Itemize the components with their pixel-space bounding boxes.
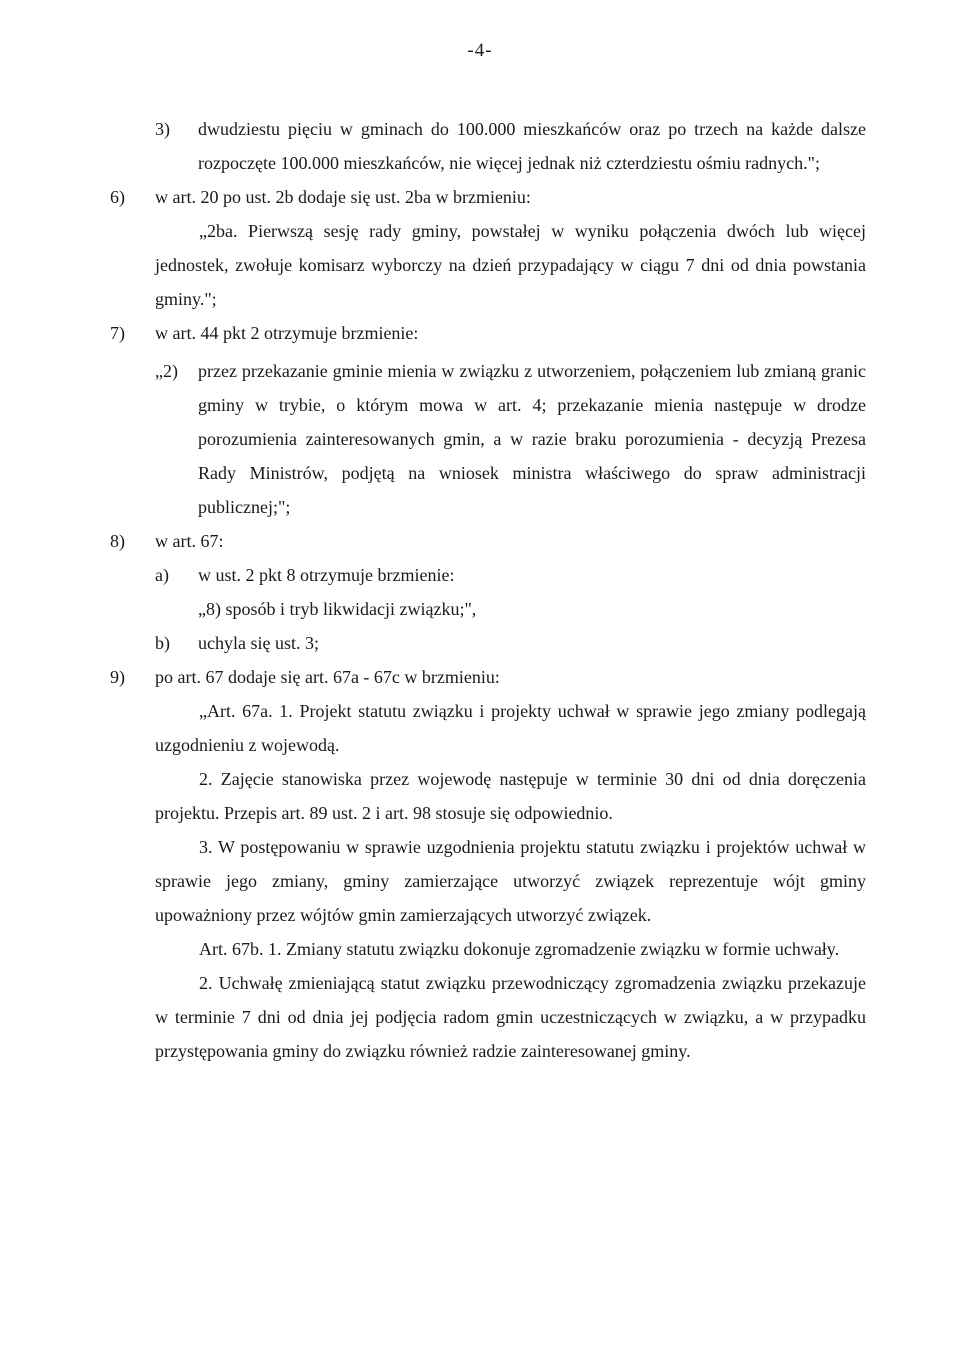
paragraph-text: 3. W postępowaniu w sprawie uzgodnienia projektu statutu związku i projektów uchwał w sprawie jego zmiany, gminy zamierzające utworzyć związek reprezentuje wójt gminy upoważniony przez wójtów gmin zamierzających utworzyć związek. (155, 837, 866, 925)
item-text: w art. 44 pkt 2 otrzymuje brzmienie: (155, 323, 419, 343)
article-67b-para-2 (0, 966, 960, 1068)
quoted-point-2 (0, 354, 960, 524)
sub-item-letter: a) (155, 565, 169, 585)
item-text: w art. 67: (155, 531, 224, 551)
paragraph-text: Art. 67b. 1. Zmiany statutu związku dokonuje zgromadzenie związku w formie uchwały. (199, 939, 840, 959)
paragraph-text: „Art. 67a. 1. Projekt statutu związku i projekty uchwał w sprawie jego zmiany podlegają uzgodnieniu z wojewodą. (155, 701, 866, 755)
sub-item-a (0, 558, 960, 592)
list-item-9 (0, 660, 960, 694)
item-number: 3) (155, 119, 170, 139)
page-number: -4- (467, 40, 493, 61)
item-number: 7) (110, 323, 125, 343)
sub-item-text: uchyla się ust. 3; (198, 633, 319, 653)
sub-item-text: w ust. 2 pkt 8 otrzymuje brzmienie: (198, 565, 455, 585)
quoted-provision-2ba (0, 214, 960, 316)
quote-text: „2ba. Pierwszą sesję rady gminy, powstałej w wyniku połączenia dwóch lub więcej jednostek, zwołuje komisarz wyborczy na dzień przypadający w ciągu 7 dni od dnia powstania gminy."; (155, 221, 866, 309)
sub-item-b (0, 626, 960, 660)
item-text: dwudziestu pięciu w gminach do 100.000 mieszkańców oraz po trzech na każde dalsze rozpoczęte 100.000 mieszkańców, nie więcej jednak niż czterdziestu ośmiu radnych."; (198, 119, 866, 173)
quote-text: przez przekazanie gminie mienia w związku z utworzeniem, połączeniem lub zmianą granic gminy w trybie, o którym mowa w art. 4; przekazanie mienia następuje w drodze porozumienia zainteresowanych gmin, a w razie braku porozumienia - decyzją Prezesa Rady Ministrów, podjętą na wniosek ministra właściwego do spraw administracji publicznej;"; (198, 361, 866, 517)
list-item-3 (0, 112, 960, 180)
article-67a-para-2 (0, 762, 960, 830)
item-text: po art. 67 dodaje się art. 67a - 67c w brzmieniu: (155, 667, 500, 687)
sub-item-letter: b) (155, 633, 170, 653)
paragraph-text: 2. Zajęcie stanowiska przez wojewodę następuje w terminie 30 dni od dnia doręczenia projektu. Przepis art. 89 ust. 2 i art. 98 stosuje się odpowiednio. (155, 769, 866, 823)
list-item-7 (0, 316, 960, 350)
item-text: w art. 20 po ust. 2b dodaje się ust. 2ba w brzmieniu: (155, 187, 531, 207)
quote-text: „8) sposób i tryb likwidacji związku;", (198, 599, 477, 619)
item-number: 8) (110, 531, 125, 551)
list-item-8 (0, 524, 960, 558)
document-body (0, 112, 960, 1068)
list-item-6 (0, 180, 960, 214)
paragraph-text: 2. Uchwałę zmieniającą statut związku przewodniczący zgromadzenia związku przekazuje w terminie 7 dni od dnia jej podjęcia radom gmin uczestniczących w związku, a w przypadku przystępowania gminy do związku również radzie zainteresowanej gminy. (155, 973, 866, 1061)
article-67a-para-3 (0, 830, 960, 932)
article-67b-para-1 (0, 932, 960, 966)
article-67a-para-1 (0, 694, 960, 762)
quote-number: „2) (155, 361, 178, 381)
quoted-point-8 (0, 592, 960, 626)
item-number: 6) (110, 187, 125, 207)
item-number: 9) (110, 667, 125, 687)
